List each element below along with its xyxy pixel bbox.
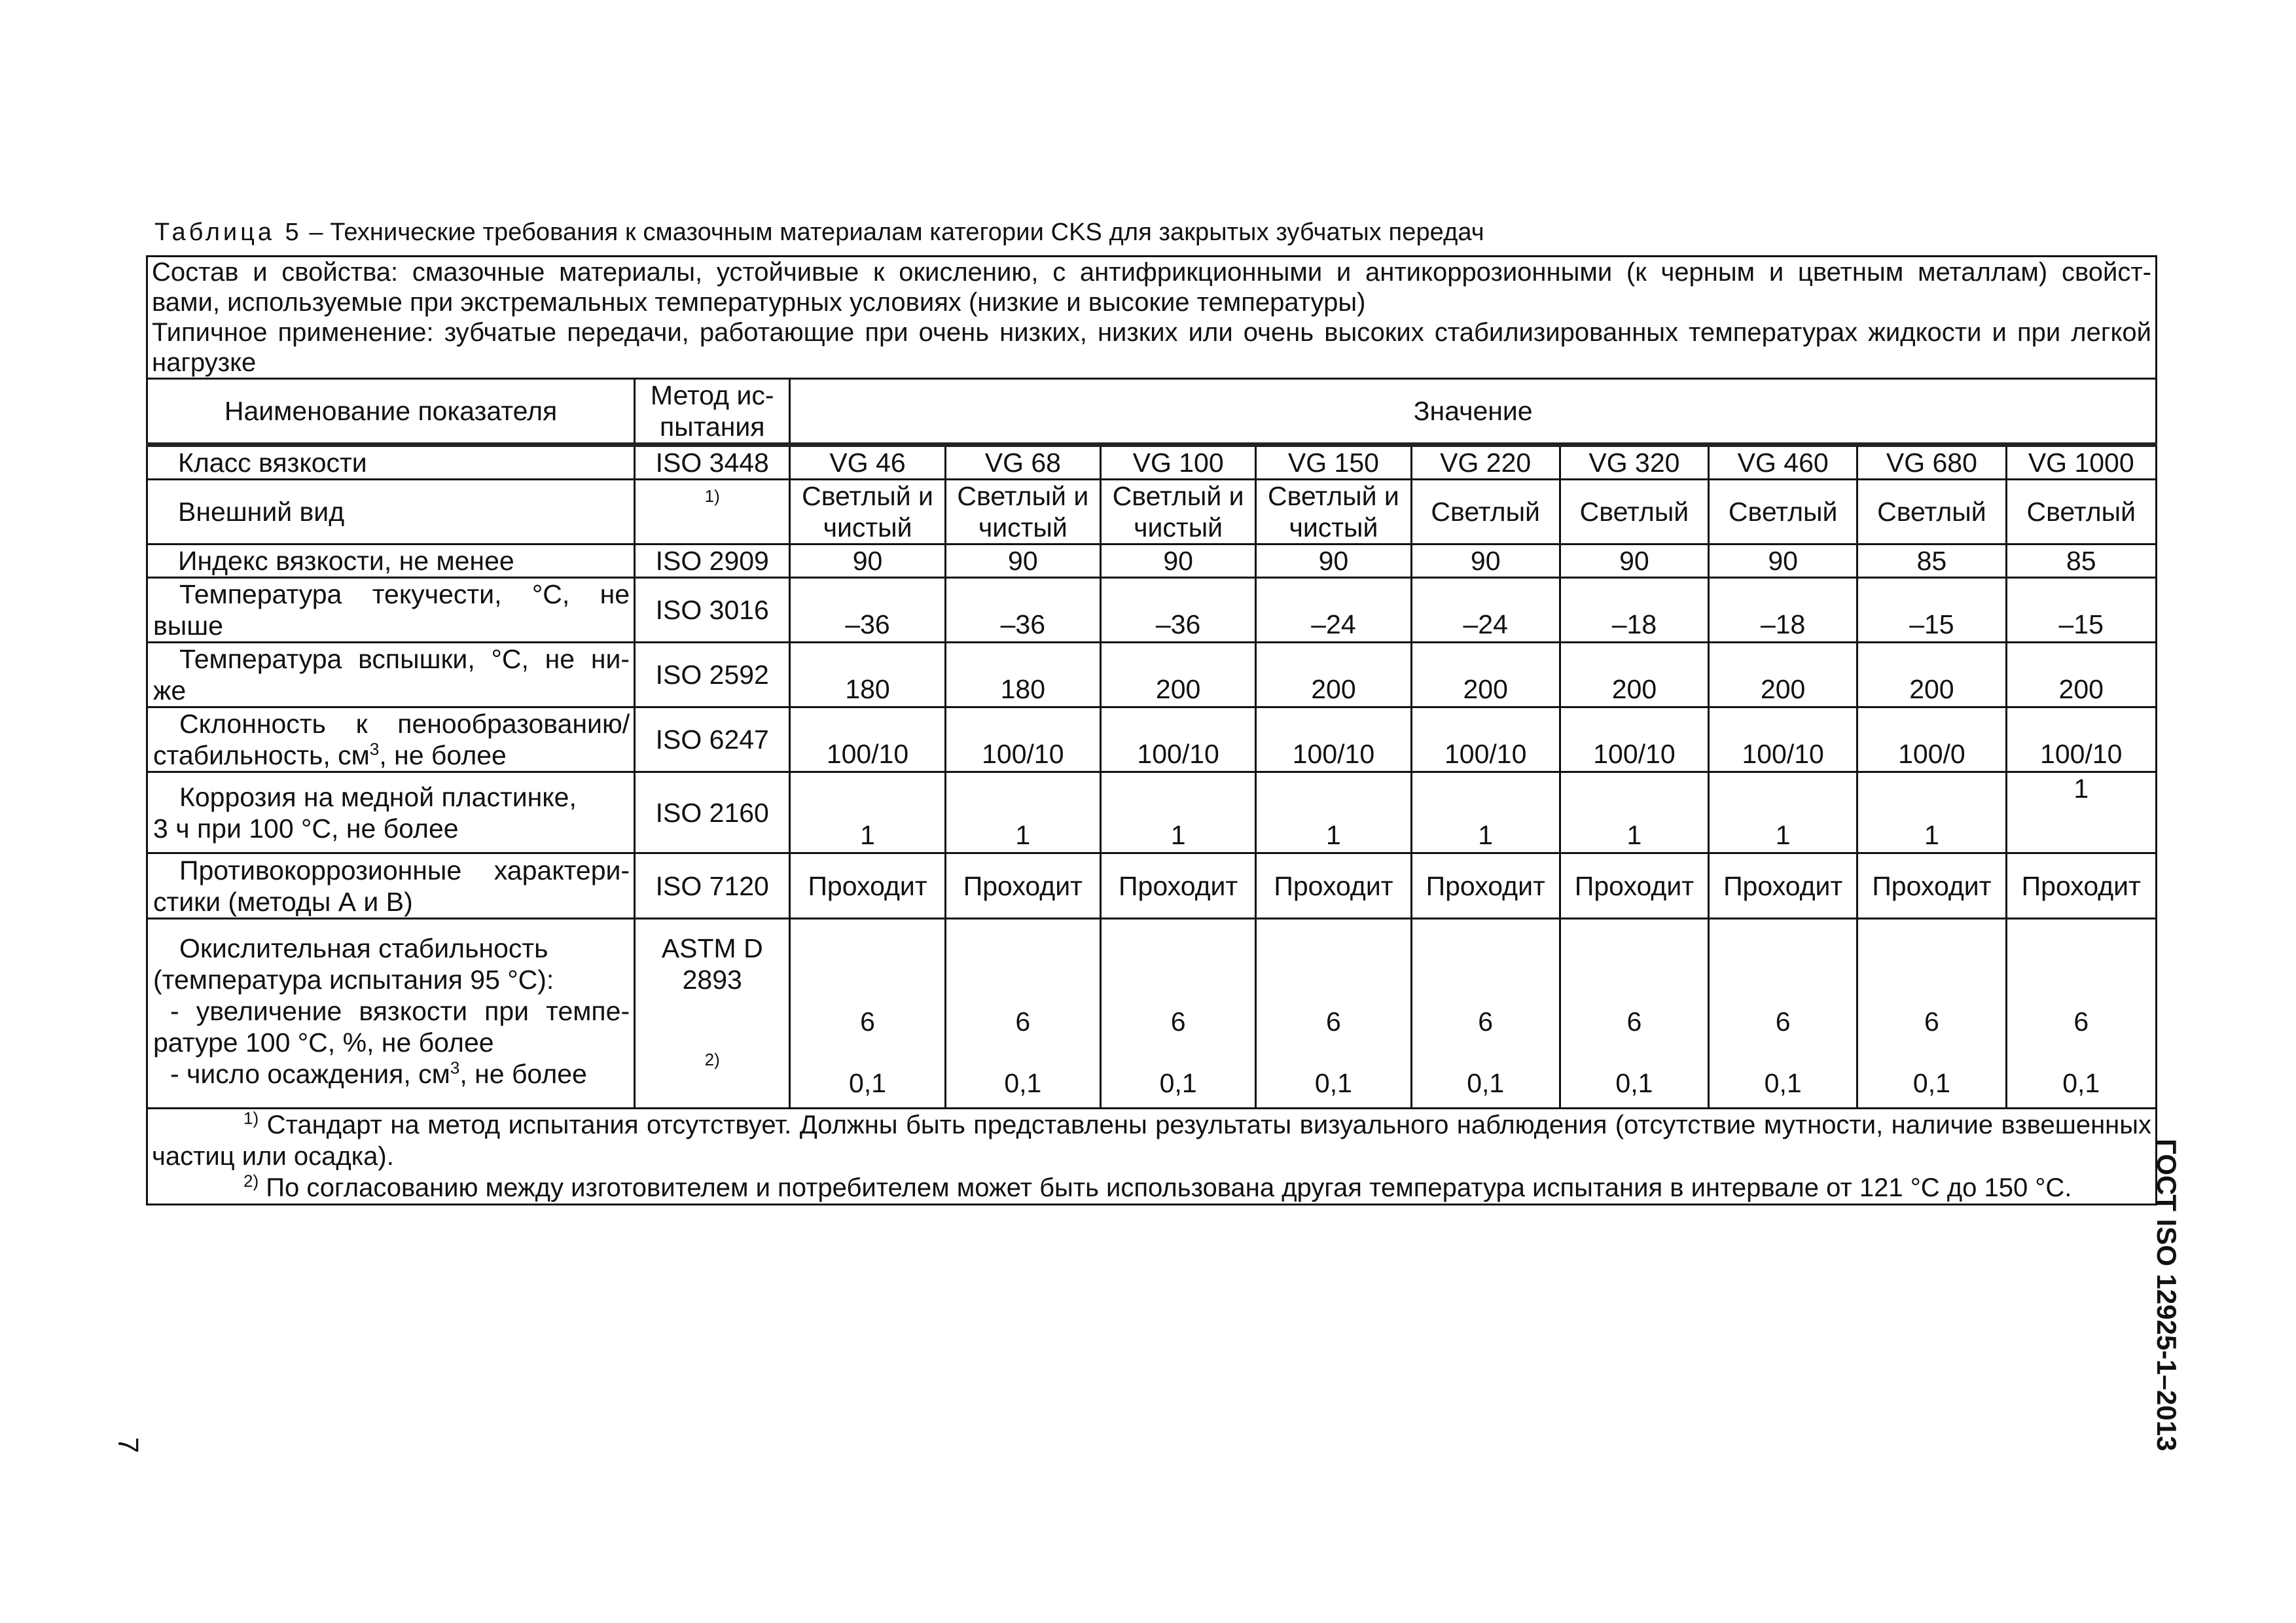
row-method: 1) [635, 480, 790, 544]
cell: 200 [1256, 643, 1411, 707]
table-row [147, 772, 2157, 853]
row-name: Температура вспышки, °С, не ни- же [147, 643, 635, 707]
cell: Светлый [1857, 480, 2006, 544]
row-name: Внешний вид [147, 480, 635, 544]
cell: Светлый и чистый [1256, 480, 1411, 544]
cell: Проходит [1709, 853, 1857, 919]
cell: 1 [1560, 772, 1708, 853]
table-caption [154, 219, 1484, 247]
caption-text: – Технические требования к смазочным материалам категории CKS для закрытых зубчатых передач [302, 219, 1484, 246]
cell: –36 [790, 578, 945, 643]
cell: 90 [790, 544, 945, 578]
table-row [147, 578, 2157, 643]
cell: VG 220 [1411, 445, 1560, 480]
cell: 6 0,1 [1100, 919, 1255, 1109]
caption-label: Таблица 5 [154, 219, 302, 246]
cell: 1 [2006, 772, 2156, 853]
cell: –24 [1256, 578, 1411, 643]
cell: 100/10 [1256, 707, 1411, 772]
cell: Светлый и чистый [790, 480, 945, 544]
composition-line1: Состав и свойства: смазочные материалы, устойчивые к окислению, с антифрикционными и антикоррозионными (к черным и цветным металлам) свойст- [152, 258, 2151, 287]
cell: –36 [1100, 578, 1255, 643]
cell: 200 [1560, 643, 1708, 707]
row-name: Температура текучести, °С, не выше [147, 578, 635, 643]
row-method: ISO 2909 [635, 544, 790, 578]
cell: 90 [1560, 544, 1708, 578]
cell: Проходит [790, 853, 945, 919]
cell: Проходит [945, 853, 1100, 919]
cell: 1 [790, 772, 945, 853]
cell: 100/10 [1411, 707, 1560, 772]
cell: 100/10 [1560, 707, 1708, 772]
cell: Светлый и чистый [1100, 480, 1255, 544]
page-number: 7 [112, 1437, 144, 1454]
row-method: ISO 6247 [635, 707, 790, 772]
intro-cell [147, 257, 2157, 379]
footnote-1: $^{1)}$ Стандарт на метод испытания отсутствует. Должны быть представлены результаты визуального наблюдения (отсутствие мутности, наличие взвешенных частиц или осадка). [152, 1108, 2151, 1171]
table-row [147, 544, 2157, 578]
row-method: ISO 2592 [635, 643, 790, 707]
cell: 85 [1857, 544, 2006, 578]
cell: 100/10 [2006, 707, 2156, 772]
cell: 1 [1411, 772, 1560, 853]
requirements-table [146, 255, 2157, 1205]
cell: VG 150 [1256, 445, 1411, 480]
row-method: ISO 3448 [635, 445, 790, 480]
cell: –36 [945, 578, 1100, 643]
row-name: Склонность к пенообразованию/ стабильность, $см^3$, не более [147, 707, 635, 772]
cell: 100/10 [1100, 707, 1255, 772]
table-row [147, 853, 2157, 919]
row-name: Класс вязкости [147, 445, 635, 480]
cell: 6 0,1 [1560, 919, 1708, 1109]
cell: Светлый и чистый [945, 480, 1100, 544]
cell: –24 [1411, 578, 1560, 643]
cell: 200 [1709, 643, 1857, 707]
cell: Проходит [1411, 853, 1560, 919]
cell: VG 68 [945, 445, 1100, 480]
table-row [147, 919, 2157, 1109]
row-method: ASTM D 2893 2) [635, 919, 790, 1109]
cell: 6 0,1 [1857, 919, 2006, 1109]
cell: VG 46 [790, 445, 945, 480]
cell: Светлый [1709, 480, 1857, 544]
cell: Проходит [2006, 853, 2156, 919]
cell: 100/0 [1857, 707, 2006, 772]
cell: 1 [945, 772, 1100, 853]
cell: 200 [1100, 643, 1255, 707]
cell: 6 0,1 [2006, 919, 2156, 1109]
row-name: Окислительная стабильность (температура испытания 95 °С): - увеличение вязкости при темпе- ратуре 100 °С, %, не более - число осаждения, $см^3$, не более [147, 919, 635, 1109]
cell: 6 0,1 [1709, 919, 1857, 1109]
row-name: Индекс вязкости, не менее [147, 544, 635, 578]
cell: 6 0,1 [1256, 919, 1411, 1109]
cell: –18 [1709, 578, 1857, 643]
cell: VG 100 [1100, 445, 1255, 480]
cell: Проходит [1100, 853, 1255, 919]
cell: 180 [945, 643, 1100, 707]
cell: 6 0,1 [945, 919, 1100, 1109]
row-method: ISO 7120 [635, 853, 790, 919]
row-name: Противокоррозионные характери- стики (методы А и В) [147, 853, 635, 919]
cell: 90 [1100, 544, 1255, 578]
cell: 90 [945, 544, 1100, 578]
cell: 200 [1857, 643, 2006, 707]
cell: 85 [2006, 544, 2156, 578]
cell: 100/10 [1709, 707, 1857, 772]
cell: 200 [2006, 643, 2156, 707]
cell: VG 1000 [2006, 445, 2156, 480]
row-name: Коррозия на медной пластинке, 3 ч при 100 °С, не более [147, 772, 635, 853]
cell: –15 [2006, 578, 2156, 643]
cell: 6 0,1 [790, 919, 945, 1109]
composition-line2: вами, используемые при экстремальных температурных условиях (низкие и высокие температуры) [152, 288, 1366, 317]
cell: 1 [1256, 772, 1411, 853]
footnote-2: $^{2)}$ По согласованию между изготовителем и потребителем может быть использована другая температура испытания в интервале от 121 °С до 150 °С. [243, 1171, 2072, 1202]
header-row [147, 379, 2157, 445]
table-row [147, 445, 2157, 480]
cell: –18 [1560, 578, 1708, 643]
cell: 1 [1100, 772, 1255, 853]
cell: Проходит [1256, 853, 1411, 919]
cell: VG 680 [1857, 445, 2006, 480]
header-method: Метод ис-пытания [635, 379, 790, 445]
cell: –15 [1857, 578, 2006, 643]
footnotes-cell [147, 1109, 2157, 1205]
cell: Проходит [1560, 853, 1708, 919]
application-text: Типичное применение: зубчатые передачи, работающие при очень низких, низких или очень высоких стабилизированных температурах жидкости и при легкой нагрузке [152, 318, 2151, 377]
cell: 90 [1709, 544, 1857, 578]
table-row [147, 707, 2157, 772]
cell: 90 [1256, 544, 1411, 578]
header-value: Значение [790, 379, 2157, 445]
cell: 200 [1411, 643, 1560, 707]
cell: VG 320 [1560, 445, 1708, 480]
cell: 100/10 [790, 707, 945, 772]
standard-designation: ГОСТ ISO 12925-1–2013 [2151, 1139, 2182, 1452]
table-row [147, 643, 2157, 707]
row-method: ISO 3016 [635, 578, 790, 643]
table-row [147, 480, 2157, 544]
cell: VG 460 [1709, 445, 1857, 480]
cell: 180 [790, 643, 945, 707]
cell: Светлый [2006, 480, 2156, 544]
cell: Проходит [1857, 853, 2006, 919]
intro-row [147, 257, 2157, 379]
cell: 90 [1411, 544, 1560, 578]
footnotes-row [147, 1109, 2157, 1205]
cell: 1 [1857, 772, 2006, 853]
row-method: ISO 2160 [635, 772, 790, 853]
cell: 100/10 [945, 707, 1100, 772]
header-name: Наименование показателя [147, 379, 635, 445]
cell: 1 [1709, 772, 1857, 853]
cell: 6 0,1 [1411, 919, 1560, 1109]
cell: Светлый [1411, 480, 1560, 544]
cell: Светлый [1560, 480, 1708, 544]
